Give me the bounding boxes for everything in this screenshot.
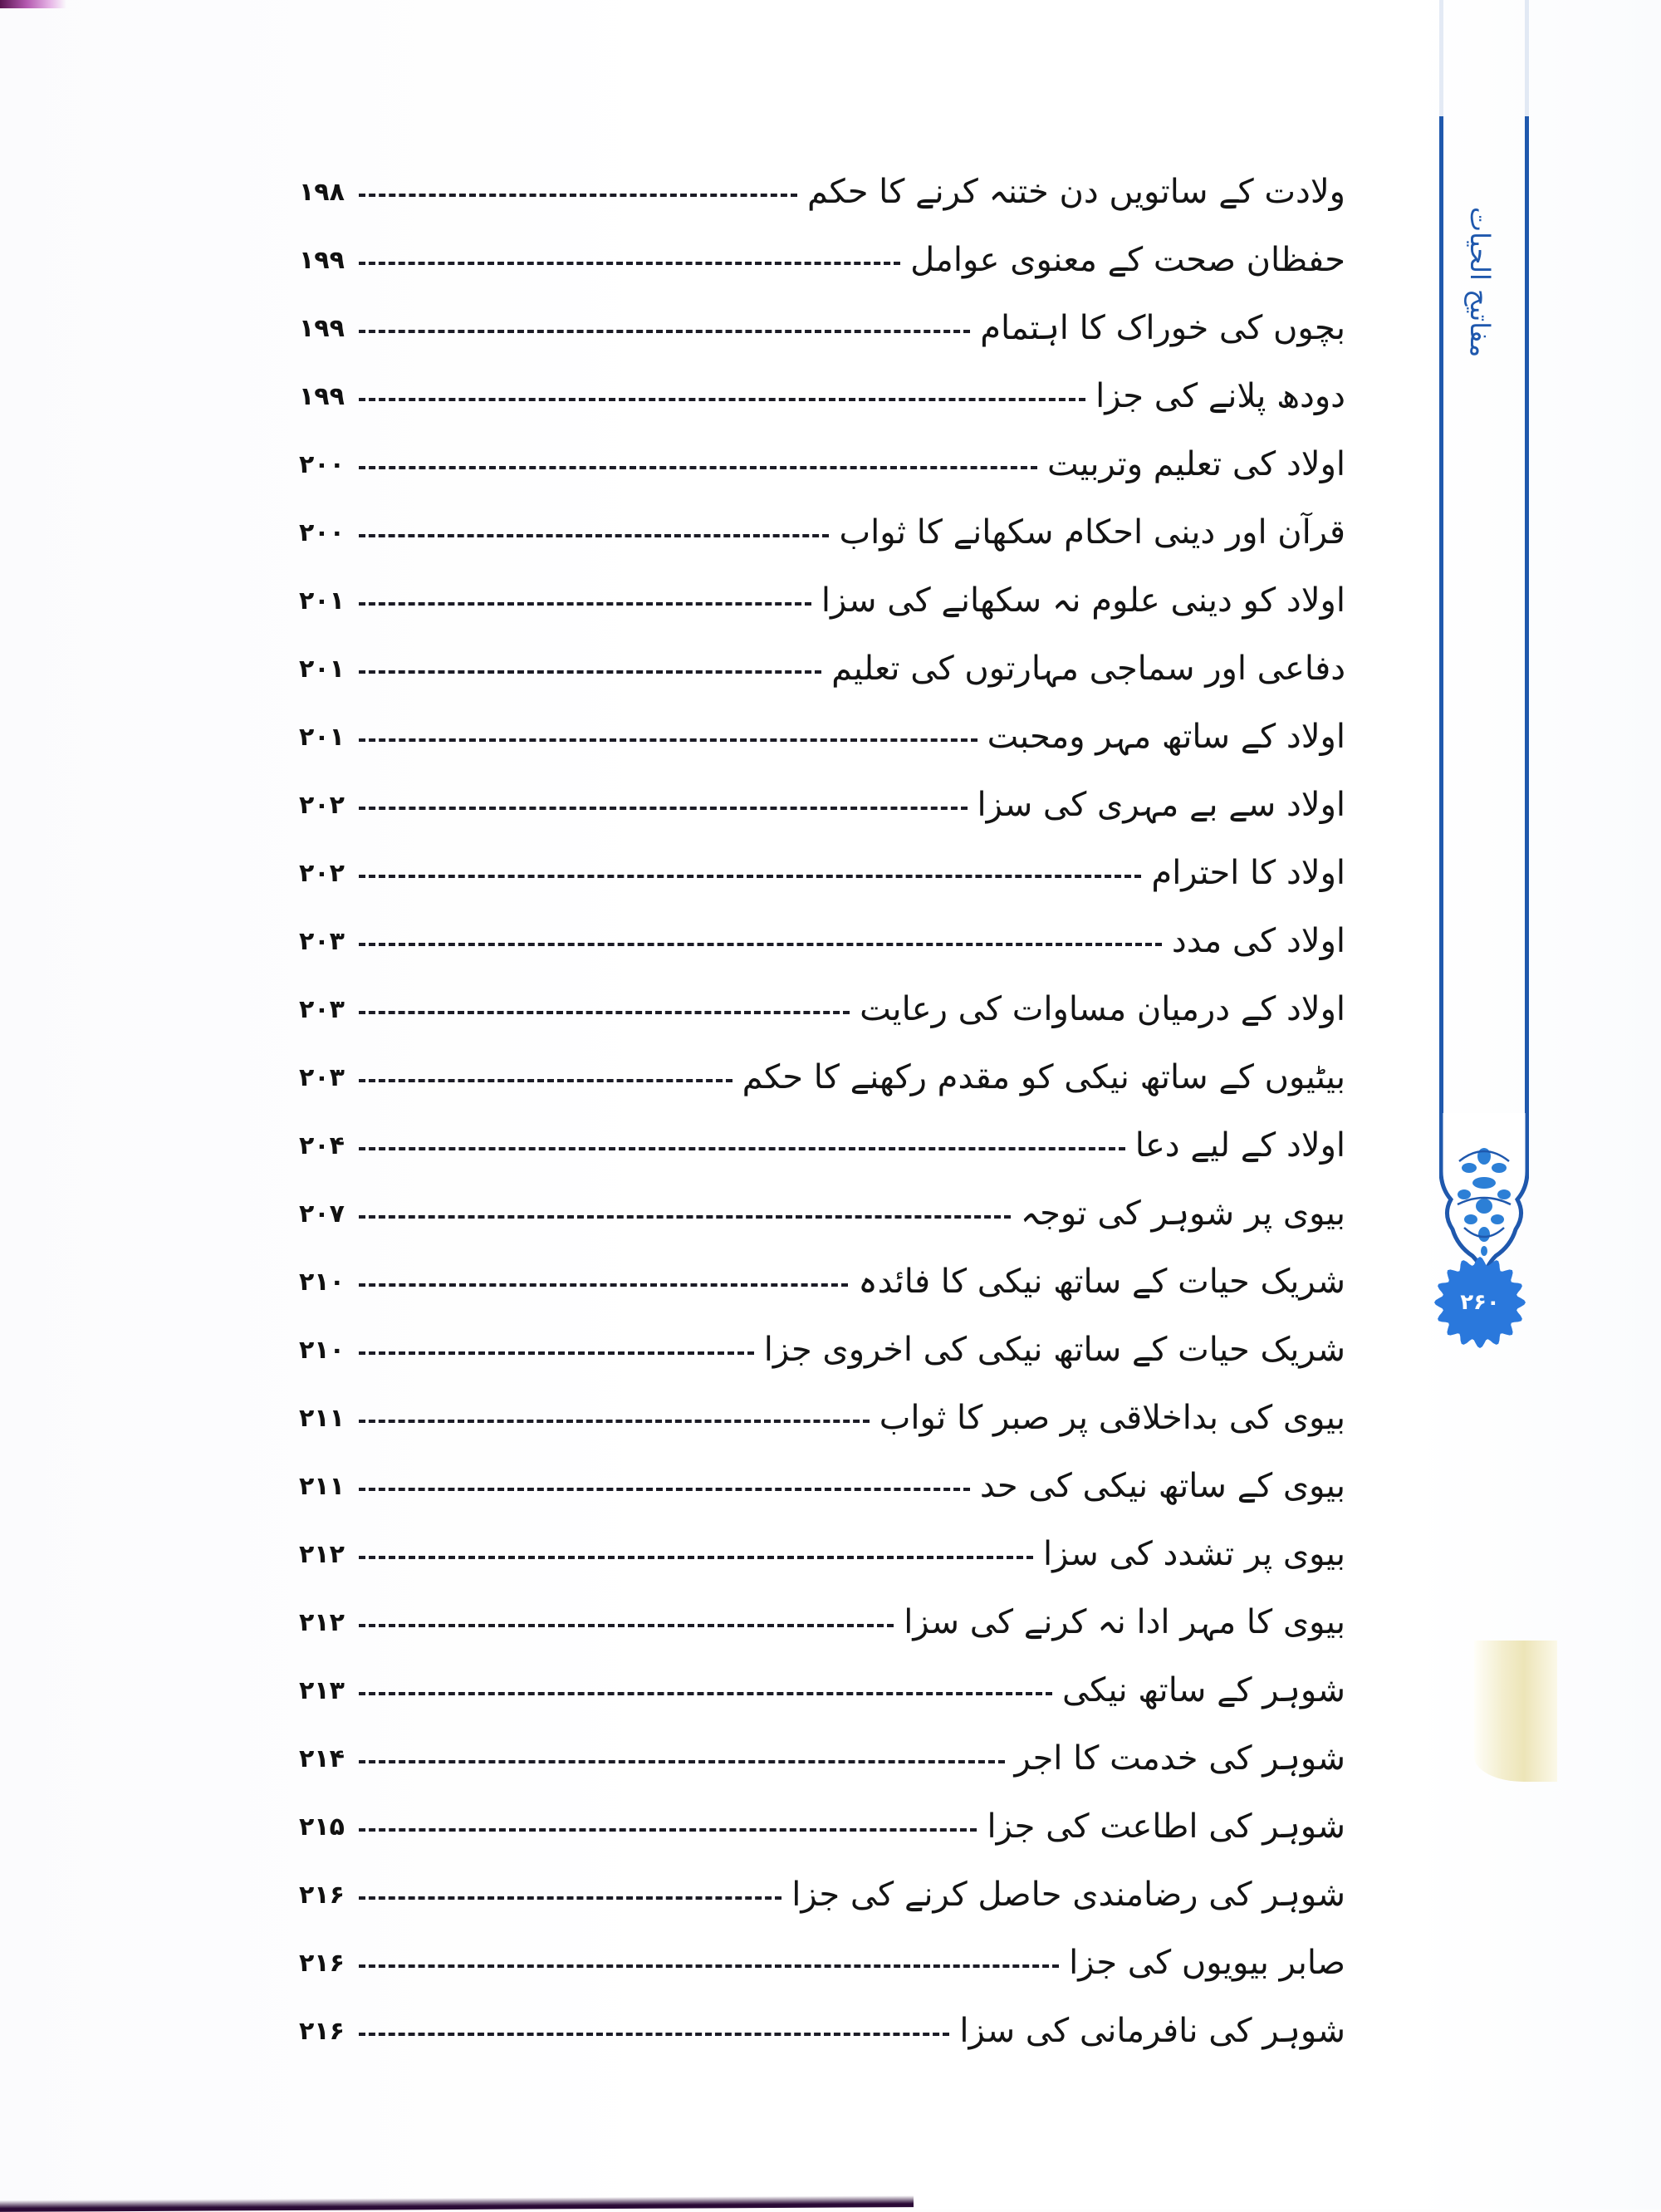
toc-entry[interactable] <box>299 1180 1345 1248</box>
toc-entry-page-number: ۲۰۳ <box>299 1062 345 1092</box>
dotted-leader <box>359 1624 894 1627</box>
toc-entry-page-number: ۲۰۴ <box>299 1131 345 1160</box>
toc-entry-title: بیوی کی بداخلاقی پر صبر کا ثواب <box>879 1399 1345 1437</box>
dotted-leader <box>359 602 811 606</box>
toc-entry-page-number: ۲۰۰ <box>299 449 345 479</box>
dotted-leader <box>359 1488 970 1491</box>
toc-entry[interactable] <box>299 703 1345 771</box>
toc-entry-page-number: ۲۰۳ <box>299 926 345 956</box>
table-of-contents <box>299 158 1345 2065</box>
toc-entry-page-number: ۲۱۶ <box>299 1880 345 1910</box>
toc-entry-title: بیوی کے ساتھ نیکی کی حد <box>979 1467 1345 1505</box>
page-number-badge <box>1432 1254 1528 1351</box>
toc-entry-title: اولاد کی تعلیم وتربیت <box>1047 445 1345 483</box>
toc-entry[interactable] <box>299 839 1345 907</box>
toc-entry-page-number: ۲۰۱ <box>299 654 345 684</box>
toc-entry-title: صابر بیویوں کی جزا <box>1069 1944 1345 1982</box>
toc-entry-page-number: ۲۰۳ <box>299 994 345 1024</box>
toc-entry-title: شوہر کی رضامندی حاصل کرنے کی جزا <box>791 1876 1345 1914</box>
dotted-leader <box>359 1896 782 1900</box>
toc-entry-title: شوہر کی خدمت کا اجر <box>1014 1739 1345 1778</box>
dotted-leader <box>359 1215 1011 1219</box>
toc-entry-page-number: ۲۱۰ <box>299 1267 345 1297</box>
toc-entry-page-number: ۲۱۴ <box>299 1744 345 1773</box>
toc-entry-page-number: ۲۱۲ <box>299 1607 345 1637</box>
toc-entry-page-number: ۱۹۹ <box>299 313 345 343</box>
toc-entry[interactable] <box>299 294 1345 362</box>
toc-entry[interactable] <box>299 975 1345 1043</box>
toc-entry[interactable] <box>299 771 1345 839</box>
dotted-leader <box>359 330 970 333</box>
toc-entry[interactable] <box>299 1656 1345 1724</box>
toc-entry[interactable] <box>299 158 1345 226</box>
toc-entry[interactable] <box>299 362 1345 430</box>
dotted-leader <box>359 807 968 810</box>
dotted-leader <box>359 1692 1052 1695</box>
toc-entry[interactable] <box>299 1248 1345 1316</box>
toc-entry[interactable] <box>299 1793 1345 1861</box>
dotted-leader <box>359 194 797 197</box>
toc-entry-title: بیوی کا مہر ادا نہ کرنے کی سزا <box>904 1603 1345 1641</box>
toc-entry-page-number: ۲۱۶ <box>299 2016 345 2046</box>
toc-entry-page-number: ۲۰۱ <box>299 586 345 616</box>
toc-entry-title: اولاد کے ساتھ مہر ومحبت <box>987 718 1345 756</box>
toc-entry-page-number: ۱۹۹ <box>299 381 345 411</box>
toc-entry[interactable] <box>299 1111 1345 1180</box>
dotted-leader <box>359 466 1037 469</box>
page-number: ۲۶۰ <box>1460 1290 1500 1315</box>
toc-entry-title: اولاد کی مدد <box>1171 922 1345 960</box>
toc-entry-title: شوہر کے ساتھ نیکی <box>1061 1671 1345 1709</box>
toc-entry-title: حفظان صحت کے معنوی عوامل <box>910 241 1345 279</box>
toc-entry[interactable] <box>299 1929 1345 1997</box>
toc-entry-title: اولاد کا احترام <box>1151 854 1345 892</box>
toc-entry[interactable] <box>299 498 1345 566</box>
toc-entry-title: قرآن اور دینی احکام سکھانے کا ثواب <box>839 513 1345 552</box>
dotted-leader <box>359 1079 733 1082</box>
toc-entry-title: بیوی پر تشدد کی سزا <box>1043 1535 1345 1573</box>
toc-entry[interactable] <box>299 1997 1345 2065</box>
dotted-leader <box>359 398 1085 401</box>
dotted-leader <box>359 1011 850 1014</box>
toc-entry[interactable] <box>299 1724 1345 1793</box>
scan-edge-accent <box>0 0 66 8</box>
dotted-leader <box>359 1147 1125 1150</box>
toc-entry-page-number: ۲۱۱ <box>299 1471 345 1501</box>
dotted-leader <box>359 534 829 537</box>
toc-entry-title: اولاد کو دینی علوم نہ سکھانے کی سزا <box>821 581 1345 620</box>
toc-entry-title: شریک حیات کے ساتھ نیکی کی اخروی جزا <box>763 1331 1345 1369</box>
toc-entry-title: بیوی پر شوہر کی توجہ <box>1020 1194 1345 1233</box>
dotted-leader <box>359 262 900 265</box>
dotted-leader <box>359 1351 754 1355</box>
running-header-title: مفاتیح الحیات <box>1464 207 1496 358</box>
toc-entry-title: شریک حیات کے ساتھ نیکی کا فائدہ <box>858 1263 1345 1301</box>
toc-entry[interactable] <box>299 1861 1345 1929</box>
toc-entry-title: اولاد کے لیے دعا <box>1134 1126 1345 1165</box>
toc-entry-page-number: ۲۱۱ <box>299 1403 345 1433</box>
toc-entry-page-number: ۲۰۲ <box>299 858 345 888</box>
toc-entry-page-number: ۲۰۰ <box>299 517 345 547</box>
dotted-leader <box>359 1283 848 1287</box>
toc-entry-page-number: ۲۱۲ <box>299 1539 345 1569</box>
toc-entry[interactable] <box>299 635 1345 703</box>
toc-entry-title: بچوں کی خوراک کا اہتمام <box>980 309 1345 347</box>
dotted-leader <box>359 670 821 674</box>
toc-entry[interactable] <box>299 1384 1345 1452</box>
toc-entry[interactable] <box>299 1588 1345 1656</box>
toc-entry-title: ولادت کے ساتویں دن ختنہ کرنے کا حکم <box>806 173 1345 211</box>
toc-entry[interactable] <box>299 1520 1345 1588</box>
toc-entry-page-number: ۲۱۶ <box>299 1948 345 1978</box>
toc-entry-title: دودھ پلانے کی جزا <box>1095 377 1345 415</box>
toc-entry-title: بیٹیوں کے ساتھ نیکی کو مقدم رکھنے کا حکم <box>742 1058 1345 1096</box>
toc-entry[interactable] <box>299 1452 1345 1520</box>
toc-entry[interactable] <box>299 1043 1345 1111</box>
toc-entry-page-number: ۲۰۷ <box>299 1199 345 1229</box>
toc-entry-page-number: ۲۱۰ <box>299 1335 345 1365</box>
dotted-leader <box>359 1828 977 1832</box>
toc-entry[interactable] <box>299 430 1345 498</box>
toc-entry-title: اولاد سے بے مہری کی سزا <box>977 786 1345 824</box>
toc-entry-page-number: ۱۹۸ <box>299 177 345 207</box>
dotted-leader <box>359 738 977 742</box>
toc-entry[interactable] <box>299 1316 1345 1384</box>
dotted-leader <box>359 943 1162 946</box>
toc-entry-title: اولاد کے درمیان مساوات کی رعایت <box>860 990 1345 1028</box>
toc-entry[interactable] <box>299 907 1345 975</box>
toc-entry-page-number: ۲۱۵ <box>299 1812 345 1842</box>
toc-entry-title: دفاعی اور سماجی مہارتوں کی تعلیم <box>831 650 1345 688</box>
page-edge-shadow <box>1474 1641 1557 1782</box>
toc-entry[interactable] <box>299 566 1345 635</box>
toc-entry[interactable] <box>299 226 1345 294</box>
dotted-leader <box>359 1556 1033 1559</box>
toc-entry-title: شوہر کی اطاعت کی جزا <box>987 1807 1345 1846</box>
toc-entry-page-number: ۲۱۳ <box>299 1675 345 1705</box>
toc-entry-page-number: ۱۹۹ <box>299 245 345 275</box>
dotted-leader <box>359 2033 949 2036</box>
toc-entry-page-number: ۲۰۱ <box>299 722 345 752</box>
dotted-leader <box>359 1760 1005 1763</box>
toc-entry-title: شوہر کی نافرمانی کی سزا <box>959 2012 1345 2050</box>
toc-entry-page-number: ۲۰۲ <box>299 790 345 820</box>
dotted-leader <box>359 1964 1059 1968</box>
dotted-leader <box>359 875 1141 878</box>
dotted-leader <box>359 1420 870 1423</box>
